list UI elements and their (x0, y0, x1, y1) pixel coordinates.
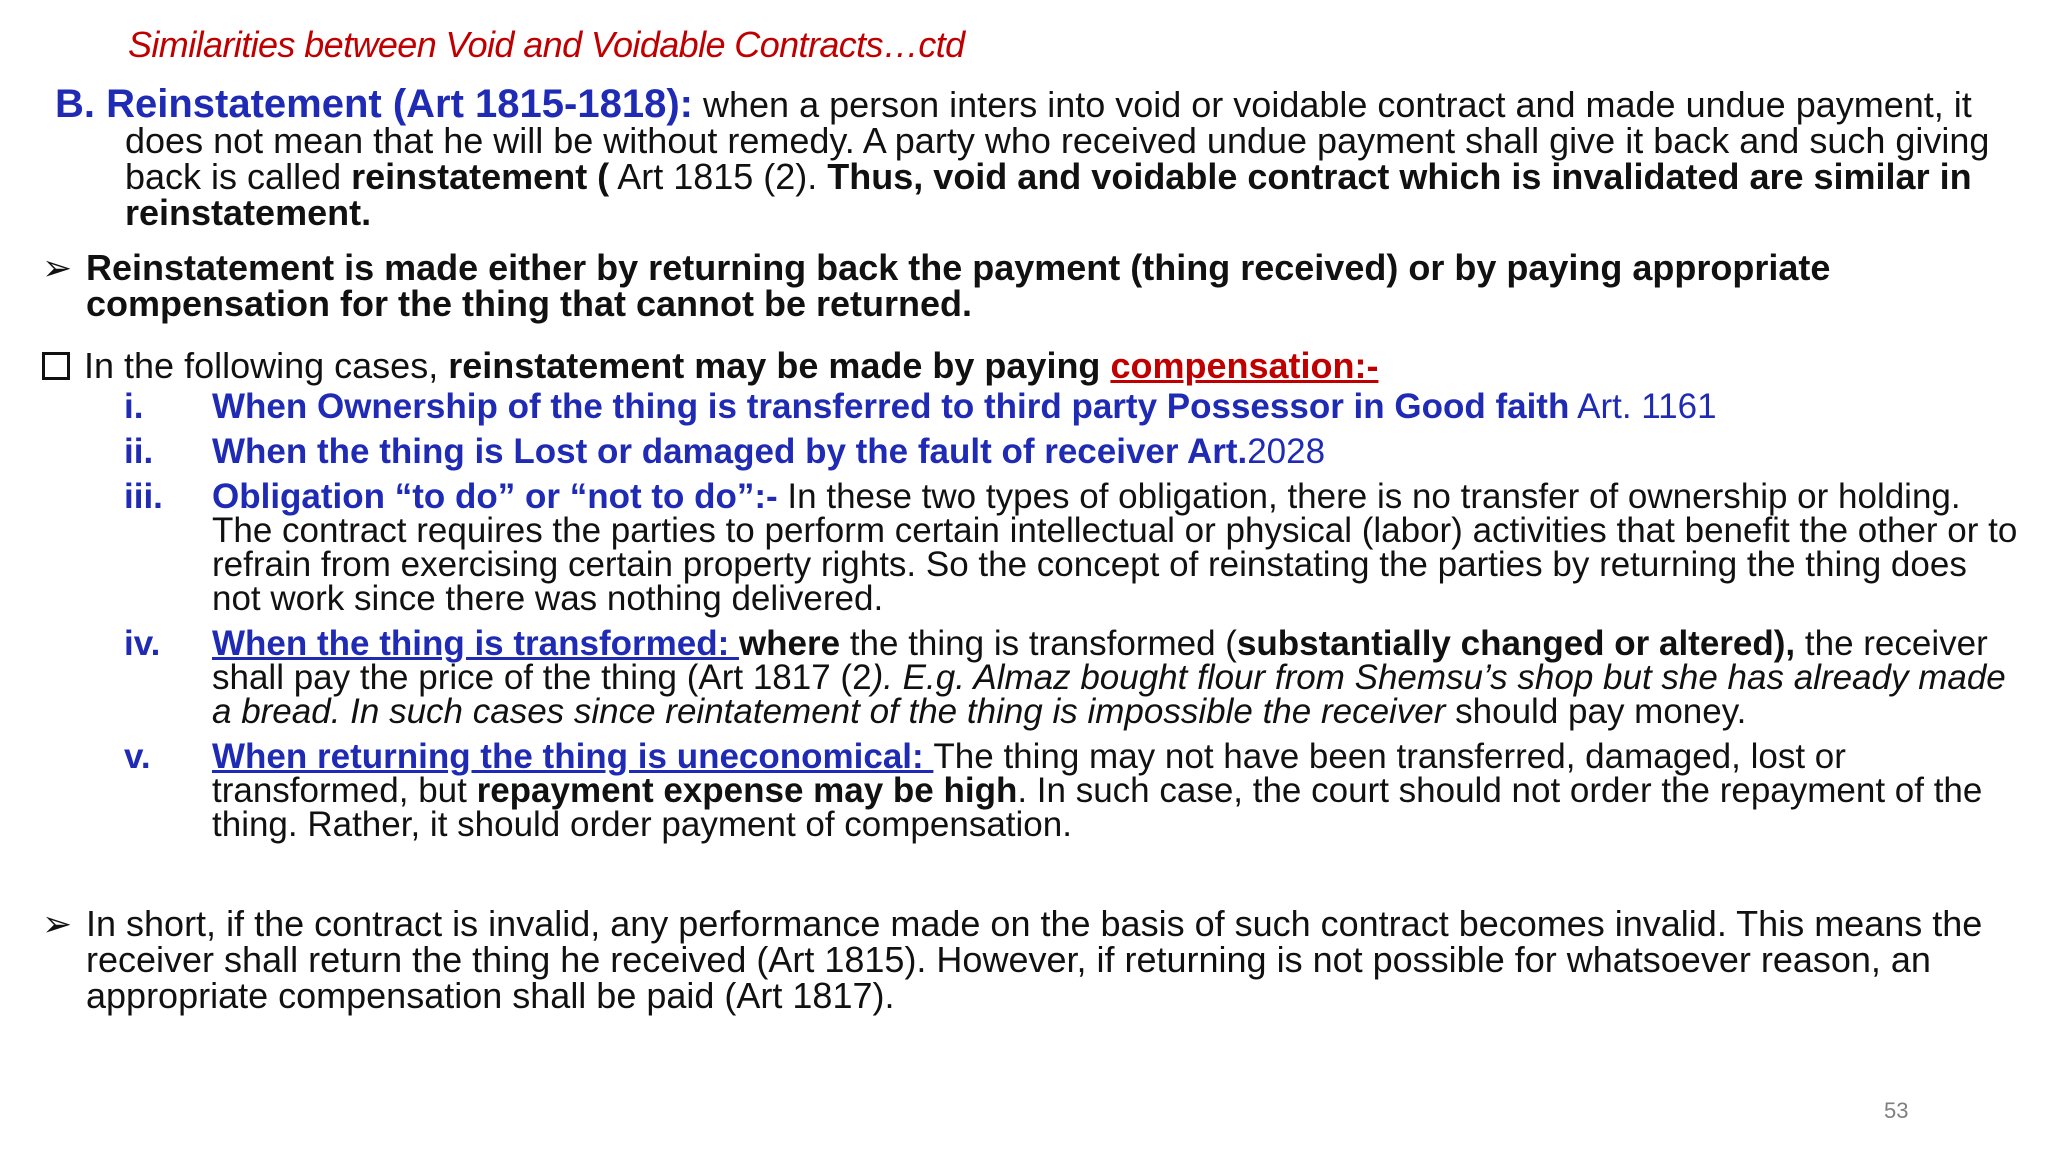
section-b-text-1: when a person inters into void or voidable contract and made undue payment, it does not mean that he will be without remedy. A party who received undue payment shall give it back and such giving back is called (125, 84, 1990, 197)
item-4-text-3: should pay money. (1445, 692, 1747, 731)
check-bold: reinstatement may be made by paying (448, 345, 1111, 386)
item-4-text-2: the receiver shall pay the price of the thing (Art 1817 (2 (212, 624, 1988, 697)
item-4-text-1: the thing is transformed ( (840, 624, 1237, 663)
item-1-bold: When Ownership of the thing is transferred to third party Possessor in Good faith (212, 387, 1570, 426)
section-b-bold-1: reinstatement ( (351, 156, 610, 197)
list-item-number: ii. (124, 432, 154, 471)
list-item-number: iv. (124, 624, 161, 663)
item-5-bold: repayment expense may be high (476, 771, 1018, 810)
item-1-rest: Art. 1161 (1569, 387, 1717, 426)
compensation-cases-intro (42, 346, 2002, 386)
section-b-heading: B. Reinstatement (Art 1815-1818): (55, 82, 693, 126)
checkbox-bullet-icon (42, 352, 70, 380)
section-b-paragraph (55, 82, 2015, 233)
item-2-rest: 2028 (1247, 432, 1326, 471)
list-item-number: v. (124, 737, 151, 776)
list-item (124, 477, 2024, 618)
compensation-cases-list (124, 387, 2024, 853)
item-4-link[interactable]: When the thing is transformed: (212, 624, 739, 663)
bullet-summary (42, 903, 2046, 1016)
item-3-bold: Obligation “to do” or “not to do”:- (212, 477, 778, 516)
list-item (124, 432, 2024, 471)
list-item (124, 387, 2024, 426)
item-5-link[interactable]: When returning the thing is uneconomical: (212, 737, 934, 776)
item-5-text-2: . In such case, the court should not order the repayment of the thing. Rather, it should order payment of compensation. (212, 771, 1983, 844)
item-4-italic: ). E.g. Almaz bought flour from Shemsu’s shop but she has already made a bread. In such cases since reintatement of the thing is impossible the receiver (212, 658, 2006, 731)
bullet-reinstatement-methods (42, 247, 2046, 324)
item-4-bold-2: substantially changed or altered), (1236, 624, 1796, 663)
section-b-bold-2: Thus, void and voidable contract which is invalidated are similar in reinstatement. (125, 156, 1972, 233)
check-text-1: In the following cases, (84, 345, 449, 386)
item-4-bold-1: where (738, 624, 841, 663)
list-item (124, 737, 2024, 844)
arrow-bullet-icon: ➢ (42, 247, 73, 288)
page-number: 53 (1884, 1098, 1909, 1123)
arrow-bullet-icon: ➢ (42, 903, 73, 944)
slide-subtitle: Similarities between Void and Voidable Contracts…ctd (128, 24, 965, 65)
bullet-2-text: In short, if the contract is invalid, any performance made on the basis of such contract becomes invalid. This means the receiver shall return the thing he received (Art 1815). However, if returning is not possible for whatsoever reason, an appropriate compensation shall be paid (Art 1817). (86, 903, 1983, 1016)
item-5-text-1: The thing may not have been transferred, damaged, lost or transformed, but (212, 737, 1846, 810)
bullet-1-text: Reinstatement is made either by returning back the payment (thing received) or by paying appropriate compensation for the thing that cannot be returned. (86, 247, 1831, 324)
check-red-compensation: compensation:- (1110, 345, 1379, 386)
list-item-number: i. (124, 387, 144, 426)
section-b-text-2: Art 1815 (2). (609, 156, 828, 197)
list-item (124, 624, 2024, 731)
list-item-number: iii. (124, 477, 163, 516)
item-3-rest: In these two types of obligation, there is no transfer of ownership or holding. The contract requires the parties to perform certain intellectual or physical (labor) activities that benefit the other or to refrain from exercising certain property rights. So the concept of reinstating the parties by returning the thing does not work since there was nothing delivered. (212, 477, 2018, 618)
item-2-bold: When the thing is Lost or damaged by the fault of receiver Art. (212, 432, 1248, 471)
